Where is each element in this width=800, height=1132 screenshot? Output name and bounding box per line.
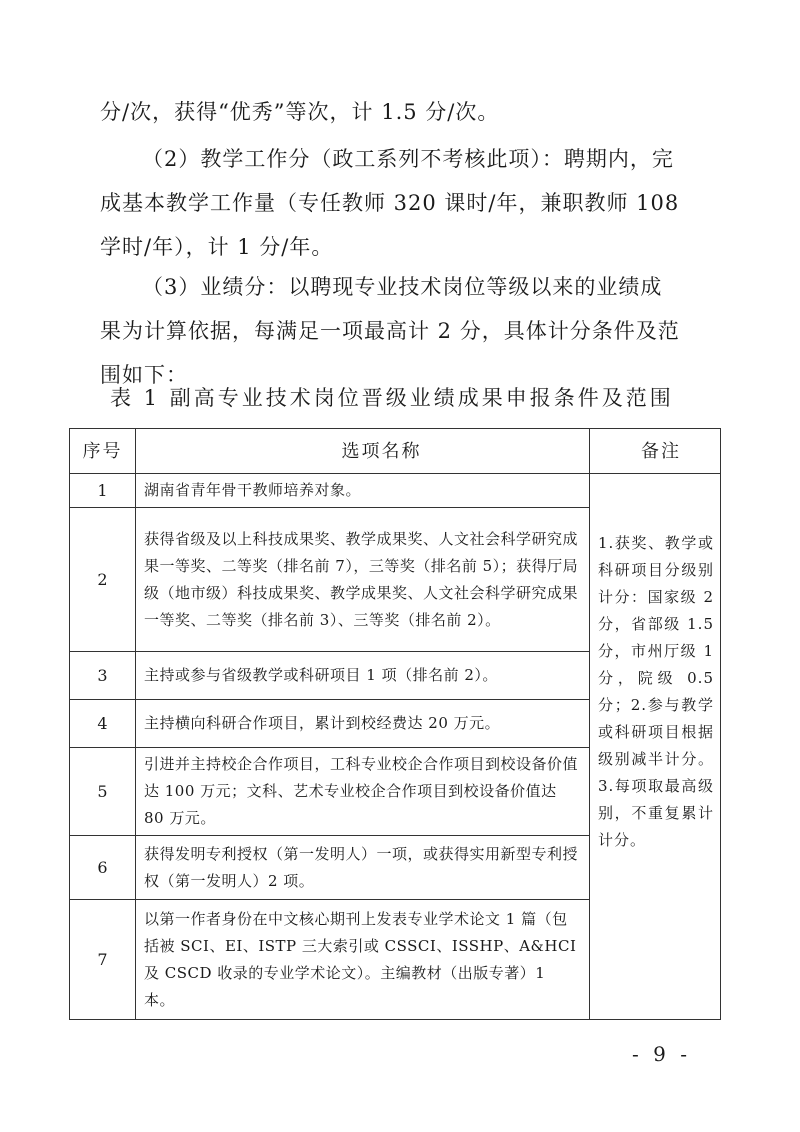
table-row — [70, 474, 721, 508]
row-number: 7 — [70, 900, 136, 1020]
paragraph-line: 围如下： — [100, 363, 188, 387]
row-text: 引进并主持校企合作项目，工科专业校企合作项目到校设备价值达 100 万元；文科、艺术专业校企合作项目到校设备价值达 80 万元。 — [136, 748, 590, 836]
row-number: 3 — [70, 652, 136, 700]
row-text: 获得发明专利授权（第一发明人）一项，或获得实用新型专利授权（第一发明人）2 项。 — [136, 836, 590, 900]
paragraph-line: （3）业绩分：以聘现专业技术岗位等级以来的业绩成 — [142, 275, 663, 299]
paragraph-line: 成基本教学工作量（专任教师 320 课时/年，兼职教师 108 — [100, 191, 680, 215]
page-number: - 9 - — [632, 1042, 691, 1066]
paragraph-line: 学时/年），计 1 分/年。 — [100, 235, 334, 259]
header-note: 备注 — [590, 429, 721, 474]
paragraph-2 — [100, 137, 720, 269]
row-number: 5 — [70, 748, 136, 836]
row-number: 6 — [70, 836, 136, 900]
row-number: 1 — [70, 474, 136, 508]
row-text: 获得省级及以上科技成果奖、教学成果奖、人文社会科学研究成果一等奖、二等奖（排名前 7），三等奖（排名前 5）；获得厅局级（地市级）科技成果奖、教学成果奖、人文社会科学研究成果一等奖、二等奖（排名前 3）、三等奖（排名前 2）。 — [136, 508, 590, 652]
table-header-row — [70, 429, 721, 474]
header-no: 序号 — [70, 429, 136, 474]
paragraph-line: 分/次，获得“优秀”等次，计 1.5 分/次。 — [100, 100, 500, 124]
paragraph-line: 果为计算依据，每满足一项最高计 2 分，具体计分条件及范 — [100, 319, 680, 343]
row-text: 主持或参与省级教学或科研项目 1 项（排名前 2）。 — [136, 652, 590, 700]
header-item: 选项名称 — [136, 429, 590, 474]
paragraph-line: （2）教学工作分（政工系列不考核此项）：聘期内，完 — [142, 147, 674, 171]
criteria-table — [69, 428, 721, 1020]
row-text: 以第一作者身份在中文核心期刊上发表专业学术论文 1 篇（包括被 SCI、EI、ISTP 三大索引或 CSSCI、ISSHP、A&HCI 及 CSCD 收录的专业学术论文）。主编教材（出版专著）1 本。 — [136, 900, 590, 1020]
row-number: 4 — [70, 700, 136, 748]
paragraph-1 — [100, 90, 720, 134]
table-caption: 表 1 副高专业技术岗位晋级业绩成果申报条件及范围 — [110, 386, 674, 410]
row-number: 2 — [70, 508, 136, 652]
row-text: 湖南省青年骨干教师培养对象。 — [136, 474, 590, 508]
paragraph-3 — [100, 265, 720, 397]
row-text: 主持横向科研合作项目，累计到校经费达 20 万元。 — [136, 700, 590, 748]
note-cell: 1.获奖、教学或科研项目分级别计分：国家级 2 分，省部级 1.5 分，市州厅级 1 分，院级 0.5 分；2.参与教学或科研项目根据级别减半计分。3.每项取最高级别，不重复累计计分。 — [590, 474, 721, 1020]
